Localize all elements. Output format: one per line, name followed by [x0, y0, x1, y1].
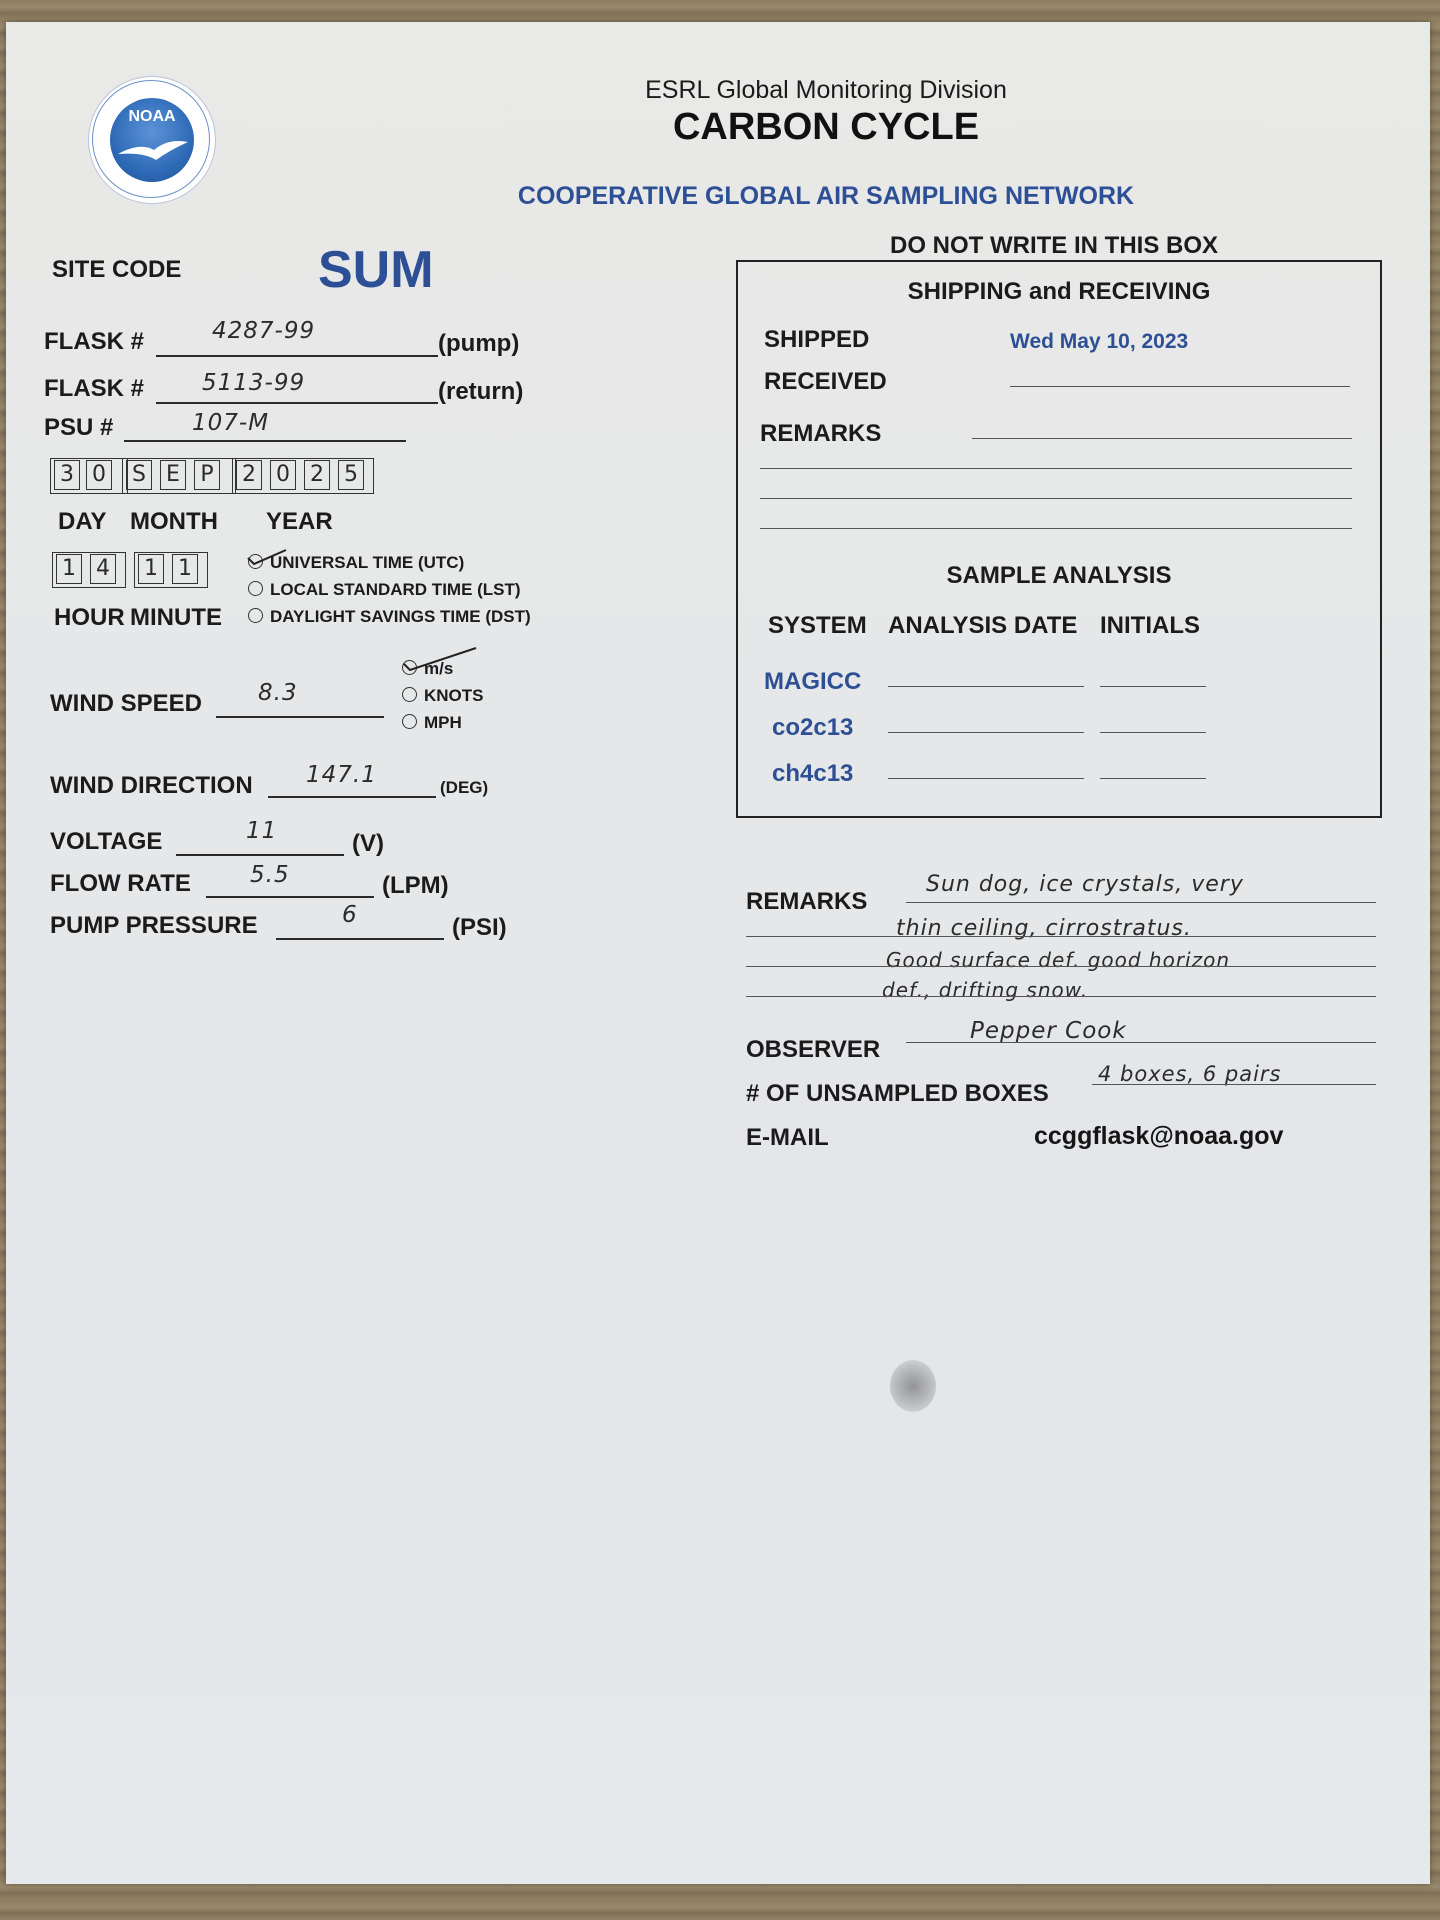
wind-direction-label: WIND DIRECTION: [50, 772, 253, 799]
col-system: SYSTEM: [768, 612, 867, 639]
dst-radio[interactable]: [248, 608, 263, 623]
year-digit[interactable]: 0: [270, 460, 296, 490]
lst-radio[interactable]: [248, 581, 263, 596]
mph-radio[interactable]: [402, 714, 417, 729]
day-digit[interactable]: 3: [54, 460, 80, 490]
network-name: COOPERATIVE GLOBAL AIR SAMPLING NETWORK: [517, 182, 1135, 210]
pump-pressure-label: PUMP PRESSURE: [50, 912, 258, 939]
pump-pressure-suffix: (PSI): [452, 914, 507, 941]
day-digit[interactable]: 0: [86, 460, 112, 490]
utc-label: UNIVERSAL TIME (UTC): [270, 553, 465, 572]
hour-digit[interactable]: 4: [90, 554, 116, 584]
shipped-label: SHIPPED: [764, 326, 870, 353]
year-digit[interactable]: 2: [304, 460, 330, 490]
psu-value[interactable]: 107-M: [192, 410, 270, 436]
unsampled-value[interactable]: 4 boxes, 6 pairs: [1098, 1062, 1282, 1086]
flow-rate-value[interactable]: 5.5: [250, 862, 290, 888]
dst-label: DAYLIGHT SAVINGS TIME (DST): [270, 607, 531, 626]
year-digit[interactable]: 2: [236, 460, 262, 490]
email-value[interactable]: ccggflask@noaa.gov: [1034, 1122, 1284, 1150]
sample-analysis-title: SAMPLE ANALYSIS: [946, 562, 1172, 589]
month-char[interactable]: P: [194, 460, 220, 490]
remarks-line[interactable]: def., drifting snow.: [882, 978, 1089, 1002]
shipped-value: Wed May 10, 2023: [1010, 330, 1189, 353]
seagull-icon: [110, 98, 194, 182]
system-row: MAGICC: [764, 668, 862, 695]
month-label: MONTH: [130, 508, 218, 535]
logo-text: NOAA: [128, 108, 176, 125]
flask-return-label: FLASK #: [44, 375, 145, 402]
knots-label: KNOTS: [424, 686, 484, 705]
hour-label: HOUR: [54, 604, 125, 631]
remarks-line[interactable]: thin ceiling, cirrostratus.: [896, 916, 1192, 941]
site-code-label: SITE CODE: [52, 256, 182, 283]
voltage-suffix: (V): [352, 830, 384, 857]
wind-speed-value[interactable]: 8.3: [258, 680, 298, 706]
month-char[interactable]: E: [160, 460, 186, 490]
wind-direction-value[interactable]: 147.1: [306, 762, 377, 788]
col-analysis-date: ANALYSIS DATE: [888, 612, 1078, 639]
year-label: YEAR: [266, 508, 333, 535]
system-row: co2c13: [772, 714, 854, 741]
psu-label: PSU #: [44, 414, 114, 441]
minute-label: MINUTE: [130, 604, 222, 631]
mph-label: MPH: [424, 713, 462, 732]
remarks-line[interactable]: Sun dog, ice crystals, very: [926, 872, 1244, 897]
observer-label: OBSERVER: [746, 1036, 881, 1063]
unsampled-label: # OF UNSAMPLED BOXES: [746, 1080, 1049, 1107]
flask-pump-label: FLASK #: [44, 328, 145, 355]
office-remarks-label: REMARKS: [760, 420, 882, 447]
air-sampling-form: [6, 22, 1430, 1884]
noaa-logo: [88, 76, 216, 204]
form-title: CARBON CYCLE: [672, 106, 980, 148]
hour-digit[interactable]: 1: [56, 554, 82, 584]
email-label: E-MAIL: [746, 1124, 829, 1151]
remarks-line[interactable]: Good surface def. good horizon: [886, 948, 1231, 972]
observer-value[interactable]: Pepper Cook: [970, 1018, 1127, 1044]
year-digit[interactable]: 5: [338, 460, 364, 490]
flask-pump-value[interactable]: 4287-99: [212, 318, 316, 344]
lst-label: LOCAL STANDARD TIME (LST): [270, 580, 521, 599]
wind-direction-suffix: (DEG): [440, 778, 489, 797]
division-name: ESRL Global Monitoring Division: [645, 76, 1007, 104]
minute-digit[interactable]: 1: [138, 554, 164, 584]
pump-pressure-value[interactable]: 6: [342, 902, 358, 928]
day-label: DAY: [58, 508, 107, 535]
wind-speed-label: WIND SPEED: [50, 690, 203, 717]
shipping-title: SHIPPING and RECEIVING: [907, 278, 1211, 305]
remarks-label: REMARKS: [746, 888, 868, 915]
system-row: ch4c13: [772, 760, 854, 787]
voltage-label: VOLTAGE: [50, 828, 163, 855]
flow-rate-suffix: (LPM): [382, 872, 449, 899]
flask-return-suffix: (return): [438, 378, 524, 405]
month-char[interactable]: S: [126, 460, 152, 490]
flask-pump-suffix: (pump): [438, 330, 520, 357]
paper-smudge: [890, 1360, 936, 1412]
minute-digit[interactable]: 1: [172, 554, 198, 584]
knots-radio[interactable]: [402, 687, 417, 702]
ms-label: m/s: [424, 659, 454, 678]
site-code-value: SUM: [318, 241, 434, 299]
office-box-caption: DO NOT WRITE IN THIS BOX: [890, 232, 1218, 259]
flow-rate-label: FLOW RATE: [50, 870, 191, 897]
flask-return-value[interactable]: 5113-99: [202, 370, 306, 396]
voltage-value[interactable]: 11: [246, 818, 278, 844]
received-label: RECEIVED: [764, 368, 887, 395]
col-initials: INITIALS: [1100, 612, 1200, 639]
